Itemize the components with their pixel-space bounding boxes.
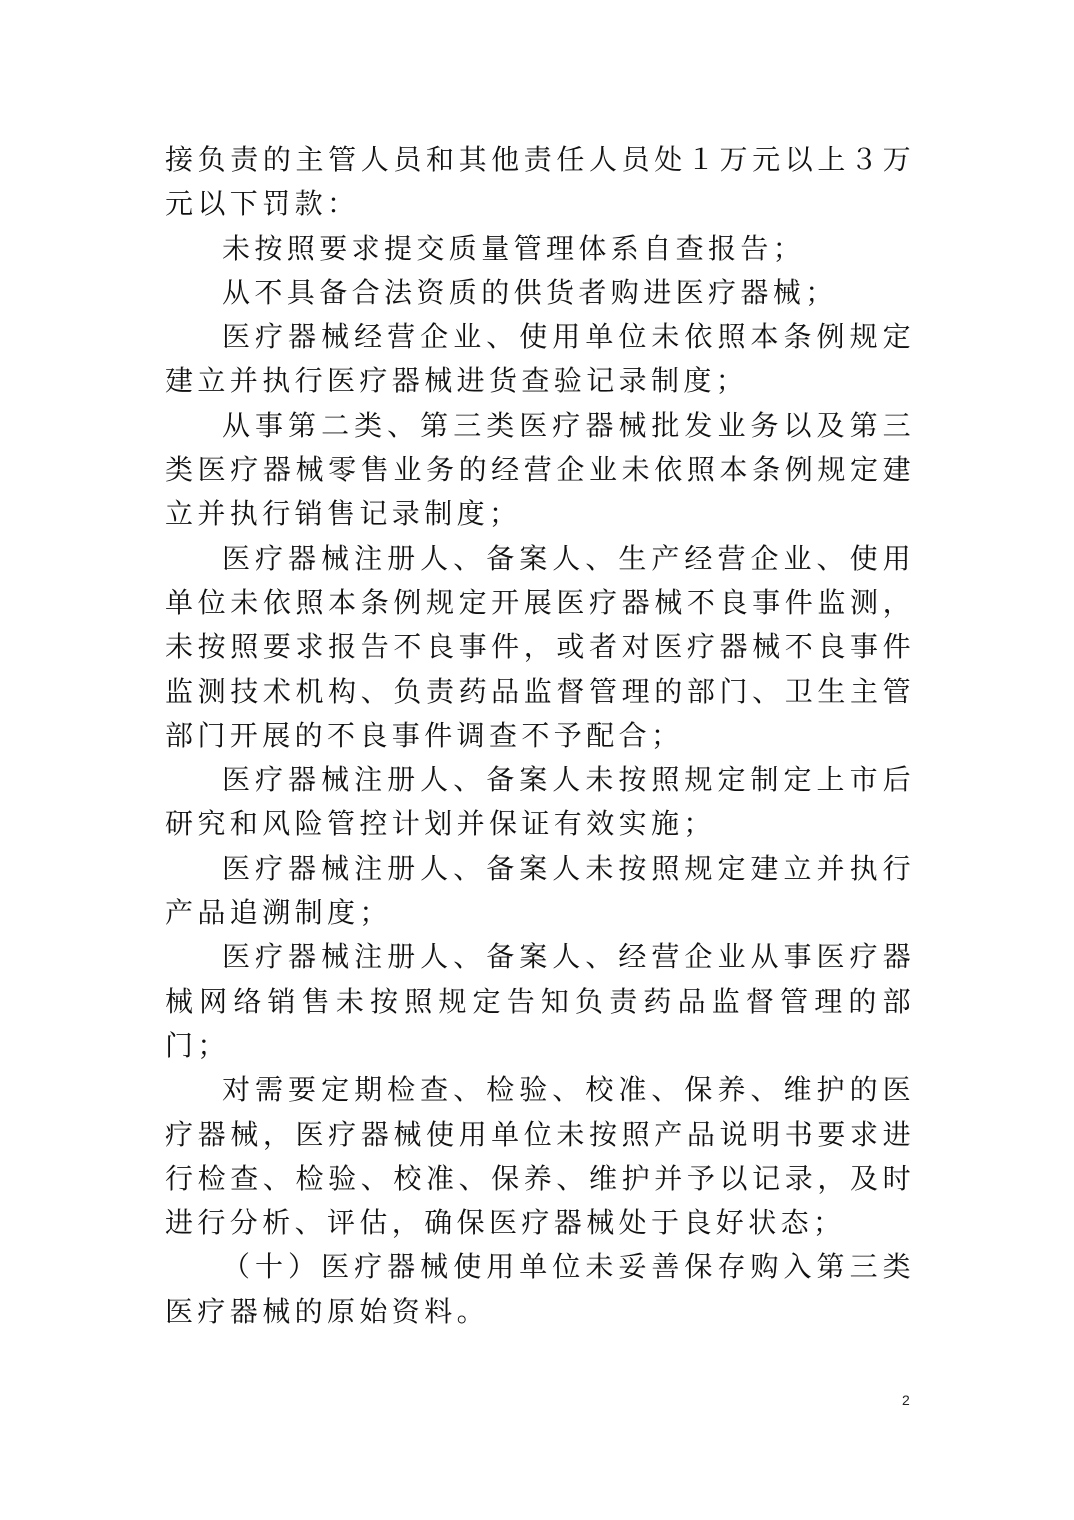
paragraph-continuation: 接负责的主管人员和其他责任人员处１万元以上３万元以下罚款： (165, 143, 915, 221)
paragraph-item: 医疗器械注册人、备案人、经营企业从事医疗器械网络销售未按照规定告知负责药品监督管理的部门； (165, 940, 915, 1062)
paragraph-item: 对需要定期检查、检验、校准、保养、维护的医疗器械，医疗器械使用单位未按照产品说明书要求进行检查、检验、校准、保养、维护并予以记录，及时进行分析、评估，确保医疗器械处于良好状态； (165, 1073, 915, 1240)
page-number: 2 (902, 1392, 910, 1408)
paragraph-item: （十）医疗器械使用单位未妥善保存购入第三类医疗器械的原始资料。 (165, 1250, 915, 1328)
paragraph-item: 未按照要求提交质量管理体系自查报告； (222, 231, 806, 265)
paragraph-item: 从不具备合法资质的供货者购进医疗器械； (222, 275, 838, 309)
paragraph-item: 从事第二类、第三类医疗器械批发业务以及第三类医疗器械零售业务的经营企业未依照本条例规定建立并执行销售记录制度； (165, 408, 915, 531)
paragraph-item: 医疗器械注册人、备案人未按照规定制定上市后研究和风险管控计划并保证有效实施； (165, 763, 915, 841)
paragraph-item: 医疗器械注册人、备案人、生产经营企业、使用单位未依照本条例规定开展医疗器械不良事件监测，未按照要求报告不良事件，或者对医疗器械不良事件监测技术机构、负责药品监督管理的部门、卫生主管部门开展的不良事件调查不予配合； (165, 541, 915, 752)
paragraph-item: 医疗器械经营企业、使用单位未依照本条例规定建立并执行医疗器械进货查验记录制度； (165, 320, 915, 398)
paragraph-item: 医疗器械注册人、备案人未按照规定建立并执行产品追溯制度； (165, 851, 915, 930)
document-body (165, 138, 915, 1334)
